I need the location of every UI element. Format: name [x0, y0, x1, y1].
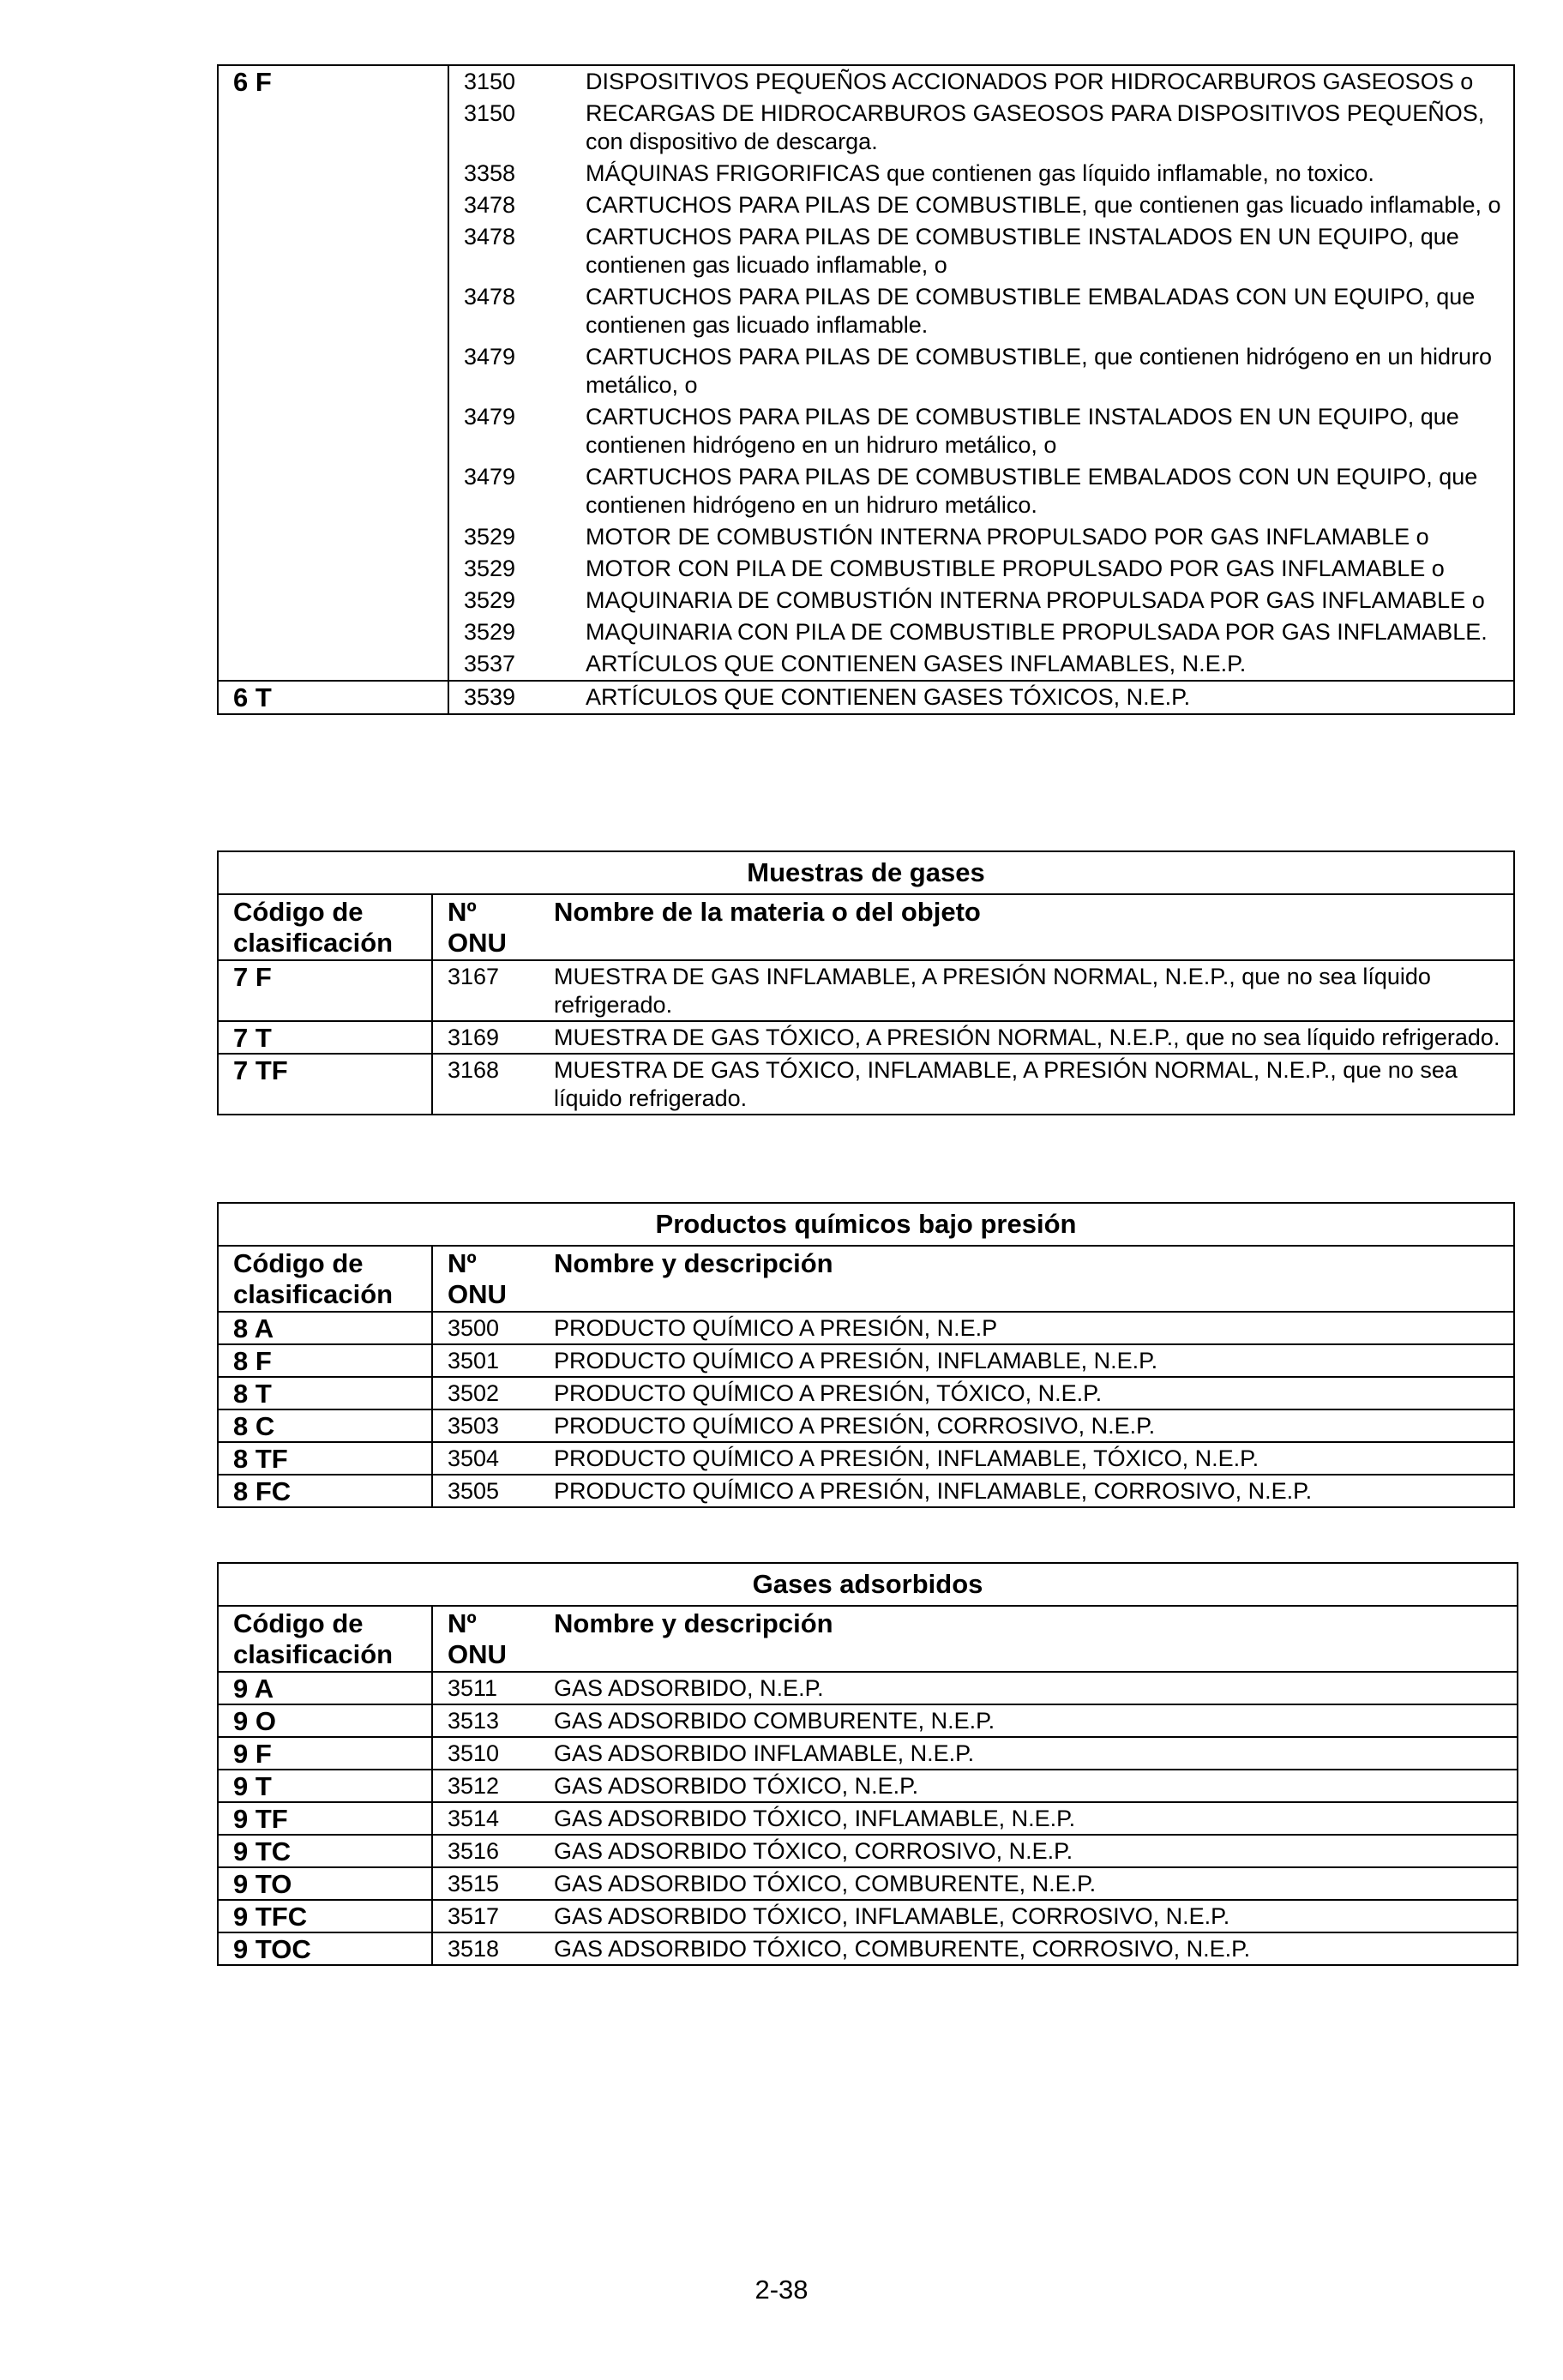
classification-code: 8 T	[218, 1377, 432, 1409]
table-articles-gases	[217, 64, 1515, 715]
material-name: MAQUINARIA CON PILA DE COMBUSTIBLE PROPULSADA POR GAS INFLAMABLE.	[586, 619, 1488, 645]
table-row	[218, 1932, 1518, 1965]
table-row	[218, 1442, 1514, 1475]
material-name: DISPOSITIVOS PEQUEÑOS ACCIONADOS POR HIDROCARBUROS GASEOSOS o	[586, 69, 1474, 94]
classification-code	[218, 648, 448, 681]
material-name: CARTUCHOS PARA PILAS DE COMBUSTIBLE, que contienen gas licuado inflamable, o	[586, 192, 1501, 218]
onu-number: 3504	[432, 1442, 542, 1475]
classification-code: 9 TF	[218, 1802, 432, 1835]
onu-number: 3169	[432, 1021, 542, 1054]
material-name: GAS ADSORBIDO TÓXICO, N.E.P.	[542, 1770, 1518, 1802]
onu-number: 3529	[464, 587, 516, 613]
table-row	[218, 1835, 1518, 1867]
classification-code: 8 F	[218, 1344, 432, 1377]
column-header-name: Nombre y descripción	[542, 1246, 1514, 1312]
material-name: GAS ADSORBIDO COMBURENTE, N.E.P.	[542, 1704, 1518, 1737]
onu-number: 3517	[432, 1900, 542, 1932]
material-name: CARTUCHOS PARA PILAS DE COMBUSTIBLE EMBALADOS CON UN EQUIPO, que contienen hidrógeno en un hidruro metálico.	[586, 464, 1478, 518]
table-row	[218, 585, 1514, 616]
material-name: GAS ADSORBIDO, N.E.P.	[542, 1672, 1518, 1704]
classification-code	[218, 281, 448, 341]
onu-number: 3167	[432, 960, 542, 1021]
table-row	[218, 341, 1514, 401]
onu-number: 3539	[464, 684, 516, 710]
onu-number: 3518	[432, 1932, 542, 1965]
onu-number: 3529	[464, 619, 516, 645]
table-row	[218, 1054, 1514, 1115]
material-name: PRODUCTO QUÍMICO A PRESIÓN, TÓXICO, N.E.P.	[542, 1377, 1514, 1409]
classification-code: 8 A	[218, 1312, 432, 1344]
table-row	[218, 1312, 1514, 1344]
classification-code: 7 TF	[218, 1054, 432, 1115]
material-name: GAS ADSORBIDO TÓXICO, INFLAMABLE, N.E.P.	[542, 1802, 1518, 1835]
column-header-name: Nombre y descripción	[542, 1606, 1518, 1672]
onu-number: 3529	[464, 556, 516, 581]
material-name: CARTUCHOS PARA PILAS DE COMBUSTIBLE, que contienen hidrógeno en un hidruro metálico, o	[586, 344, 1493, 398]
classification-code	[218, 521, 448, 553]
table-row	[218, 1704, 1518, 1737]
table-row	[218, 98, 1514, 158]
material-name: GAS ADSORBIDO INFLAMABLE, N.E.P.	[542, 1737, 1518, 1770]
table-body	[218, 65, 1514, 714]
material-name: PRODUCTO QUÍMICO A PRESIÓN, N.E.P	[542, 1312, 1514, 1344]
material-name: PRODUCTO QUÍMICO A PRESIÓN, INFLAMABLE, CORROSIVO, N.E.P.	[542, 1475, 1514, 1507]
onu-number: 3514	[432, 1802, 542, 1835]
material-name: RECARGAS DE HIDROCARBUROS GASEOSOS PARA DISPOSITIVOS PEQUEÑOS, con dispositivo de descarga.	[586, 100, 1485, 154]
classification-code	[218, 341, 448, 401]
table-row	[218, 553, 1514, 585]
material-name: MOTOR CON PILA DE COMBUSTIBLE PROPULSADO POR GAS INFLAMABLE o	[586, 556, 1445, 581]
table-row	[218, 461, 1514, 521]
table-row	[218, 1900, 1518, 1932]
table-row	[218, 1770, 1518, 1802]
classification-code	[218, 616, 448, 648]
classification-code	[218, 189, 448, 221]
classification-code: 9 TFC	[218, 1900, 432, 1932]
table-title: Productos químicos bajo presión	[218, 1203, 1514, 1246]
classification-code	[218, 158, 448, 189]
onu-number: 3515	[432, 1867, 542, 1900]
classification-code	[218, 461, 448, 521]
table-row	[218, 65, 1514, 98]
classification-code: 9 F	[218, 1737, 432, 1770]
table-adsorbed-gases	[217, 1562, 1518, 1966]
onu-number: 3479	[464, 344, 516, 370]
table-row	[218, 1475, 1514, 1507]
table-body	[218, 1312, 1514, 1507]
table-row	[218, 1409, 1514, 1442]
material-name: PRODUCTO QUÍMICO A PRESIÓN, INFLAMABLE, TÓXICO, N.E.P.	[542, 1442, 1514, 1475]
material-name: MUESTRA DE GAS INFLAMABLE, A PRESIÓN NORMAL, N.E.P., que no sea líquido refrigerado.	[542, 960, 1514, 1021]
onu-number: 3479	[464, 404, 516, 430]
material-name: PRODUCTO QUÍMICO A PRESIÓN, CORROSIVO, N.E.P.	[542, 1409, 1514, 1442]
table-row	[218, 401, 1514, 461]
table-body	[218, 960, 1514, 1115]
table-row	[218, 648, 1514, 681]
classification-code: 8 FC	[218, 1475, 432, 1507]
material-name: CARTUCHOS PARA PILAS DE COMBUSTIBLE INSTALADOS EN UN EQUIPO, que contienen gas licuado inflamable, o	[586, 224, 1459, 278]
table-chemicals-under-pressure	[217, 1202, 1515, 1508]
table-row	[218, 221, 1514, 281]
material-name: MÁQUINAS FRIGORIFICAS que contienen gas líquido inflamable, no toxico.	[586, 160, 1374, 186]
column-header-code: Código de clasificación	[218, 1606, 432, 1672]
table-body	[218, 1672, 1518, 1965]
onu-number: 3478	[464, 284, 516, 310]
classification-code: 7 F	[218, 960, 432, 1021]
column-header-onu: Nº ONU	[432, 894, 542, 960]
table-row	[218, 281, 1514, 341]
table-title: Muestras de gases	[218, 851, 1514, 894]
onu-number: 3529	[464, 524, 516, 550]
material-name: GAS ADSORBIDO TÓXICO, CORROSIVO, N.E.P.	[542, 1835, 1518, 1867]
table-row	[218, 1802, 1518, 1835]
classification-code: 9 TC	[218, 1835, 432, 1867]
classification-code	[218, 553, 448, 585]
column-header-code: Código de clasificación	[218, 894, 432, 960]
onu-number: 3513	[432, 1704, 542, 1737]
onu-number: 3505	[432, 1475, 542, 1507]
material-name: CARTUCHOS PARA PILAS DE COMBUSTIBLE INSTALADOS EN UN EQUIPO, que contienen hidrógeno en un hidruro metálico, o	[586, 404, 1459, 458]
onu-number: 3358	[464, 160, 516, 186]
material-name: CARTUCHOS PARA PILAS DE COMBUSTIBLE EMBALADAS CON UN EQUIPO, que contienen gas licuado inflamable.	[586, 284, 1476, 338]
onu-number: 3168	[432, 1054, 542, 1115]
material-name: MOTOR DE COMBUSTIÓN INTERNA PROPULSADO POR GAS INFLAMABLE o	[586, 524, 1429, 550]
onu-number: 3511	[432, 1672, 542, 1704]
table-row	[218, 960, 1514, 1021]
classification-code: 9 TO	[218, 1867, 432, 1900]
onu-number: 3478	[464, 224, 516, 249]
page-number: 2-38	[754, 2275, 809, 2305]
onu-number: 3510	[432, 1737, 542, 1770]
column-header-onu: Nº ONU	[432, 1606, 542, 1672]
column-header-code: Código de clasificación	[218, 1246, 432, 1312]
onu-number: 3150	[464, 100, 516, 126]
onu-number: 3501	[432, 1344, 542, 1377]
onu-number: 3478	[464, 192, 516, 218]
classification-code: 9 TOC	[218, 1932, 432, 1965]
table-row	[218, 1867, 1518, 1900]
classification-code: 8 TF	[218, 1442, 432, 1475]
onu-number: 3500	[432, 1312, 542, 1344]
material-name: GAS ADSORBIDO TÓXICO, COMBURENTE, N.E.P.	[542, 1867, 1518, 1900]
material-name: GAS ADSORBIDO TÓXICO, COMBURENTE, CORROSIVO, N.E.P.	[542, 1932, 1518, 1965]
material-name: MUESTRA DE GAS TÓXICO, INFLAMABLE, A PRESIÓN NORMAL, N.E.P., que no sea líquido refrigerado.	[542, 1054, 1514, 1115]
table-row	[218, 1344, 1514, 1377]
table-row	[218, 1377, 1514, 1409]
table-row	[218, 1672, 1518, 1704]
classification-code: 6 T	[218, 681, 448, 714]
classification-code	[218, 585, 448, 616]
material-name: ARTÍCULOS QUE CONTIENEN GASES INFLAMABLES, N.E.P.	[574, 648, 1514, 681]
classification-code	[218, 98, 448, 158]
classification-code: 6 F	[218, 65, 448, 98]
classification-code: 9 T	[218, 1770, 432, 1802]
table-row	[218, 158, 1514, 189]
classification-code: 9 O	[218, 1704, 432, 1737]
classification-code: 8 C	[218, 1409, 432, 1442]
table-row	[218, 1021, 1514, 1054]
column-header-onu: Nº ONU	[432, 1246, 542, 1312]
onu-number: 3537	[448, 648, 574, 681]
material-name: GAS ADSORBIDO TÓXICO, INFLAMABLE, CORROSIVO, N.E.P.	[542, 1900, 1518, 1932]
material-name: PRODUCTO QUÍMICO A PRESIÓN, INFLAMABLE, N.E.P.	[542, 1344, 1514, 1377]
column-header-name: Nombre de la materia o del objeto	[542, 894, 1514, 960]
onu-number: 3503	[432, 1409, 542, 1442]
table-title: Gases adsorbidos	[218, 1563, 1518, 1606]
table-row	[218, 616, 1514, 648]
onu-number: 3150	[464, 69, 516, 94]
material-name: MAQUINARIA DE COMBUSTIÓN INTERNA PROPULSADA POR GAS INFLAMABLE o	[586, 587, 1485, 613]
classification-code: 7 T	[218, 1021, 432, 1054]
onu-number: 3516	[432, 1835, 542, 1867]
onu-number: 3479	[464, 464, 516, 490]
material-name: ARTÍCULOS QUE CONTIENEN GASES TÓXICOS, N.E.P.	[586, 684, 1191, 710]
table-row	[218, 681, 1514, 714]
onu-number: 3512	[432, 1770, 542, 1802]
table-gas-samples	[217, 850, 1515, 1115]
table-row	[218, 521, 1514, 553]
classification-code	[218, 401, 448, 461]
material-name: MUESTRA DE GAS TÓXICO, A PRESIÓN NORMAL, N.E.P., que no sea líquido refrigerado.	[542, 1021, 1514, 1054]
onu-number: 3502	[432, 1377, 542, 1409]
table-row	[218, 1737, 1518, 1770]
classification-code	[218, 221, 448, 281]
classification-code: 9 A	[218, 1672, 432, 1704]
table-row	[218, 189, 1514, 221]
